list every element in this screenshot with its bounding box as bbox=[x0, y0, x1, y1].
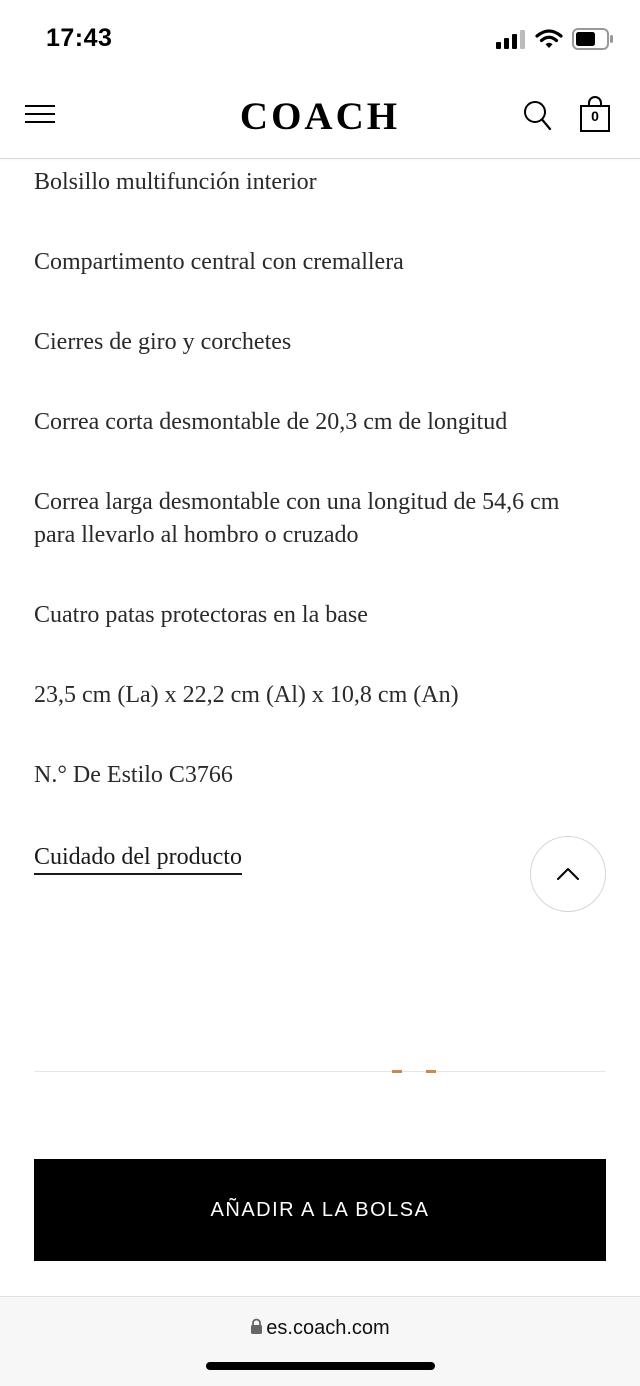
chevron-up-icon bbox=[531, 837, 605, 911]
detail-item: Bolsillo multifunción interior bbox=[34, 169, 317, 195]
lock-icon bbox=[250, 1318, 263, 1335]
product-image-peek bbox=[392, 1070, 444, 1074]
site-header bbox=[0, 76, 640, 159]
browser-address-bar[interactable] bbox=[0, 1296, 640, 1386]
add-to-bag-button[interactable]: AÑADIR A LA BOLSA bbox=[34, 1159, 606, 1261]
status-bar bbox=[0, 0, 640, 76]
url-text: es.coach.com bbox=[266, 1317, 390, 1339]
detail-item: Compartimento central con cremallera bbox=[34, 249, 404, 275]
signal-icon bbox=[496, 29, 526, 49]
search-button[interactable] bbox=[523, 100, 553, 132]
search-icon bbox=[523, 100, 553, 132]
home-indicator[interactable] bbox=[206, 1362, 435, 1370]
url-display[interactable] bbox=[0, 1317, 640, 1340]
detail-item: Cuatro patas protectoras en la base bbox=[34, 602, 368, 628]
status-icons bbox=[496, 28, 614, 50]
detail-item: N.° De Estilo C3766 bbox=[34, 762, 233, 788]
status-time: 17:43 bbox=[46, 24, 113, 52]
battery-icon bbox=[572, 28, 614, 50]
detail-item: Cierres de giro y corchetes bbox=[34, 329, 292, 355]
product-care-link[interactable]: Cuidado del producto bbox=[34, 842, 242, 875]
back-to-top-button[interactable] bbox=[530, 836, 606, 912]
detail-item: 23,5 cm (La) x 22,2 cm (Al) x 10,8 cm (An) bbox=[34, 682, 459, 708]
detail-item: Correa larga desmontable con una longitud de 54,6 cm para llevarlo al hombro o cruzado bbox=[34, 489, 560, 548]
product-details-list bbox=[34, 166, 594, 839]
detail-item: Correa corta desmontable de 20,3 cm de longitud bbox=[34, 409, 508, 435]
shopping-bag-button[interactable] bbox=[578, 96, 612, 132]
coach-logo[interactable]: COACH bbox=[239, 95, 401, 138]
wifi-icon bbox=[535, 29, 563, 50]
section-divider bbox=[34, 1071, 606, 1072]
bag-count-badge: 0 bbox=[591, 108, 599, 124]
